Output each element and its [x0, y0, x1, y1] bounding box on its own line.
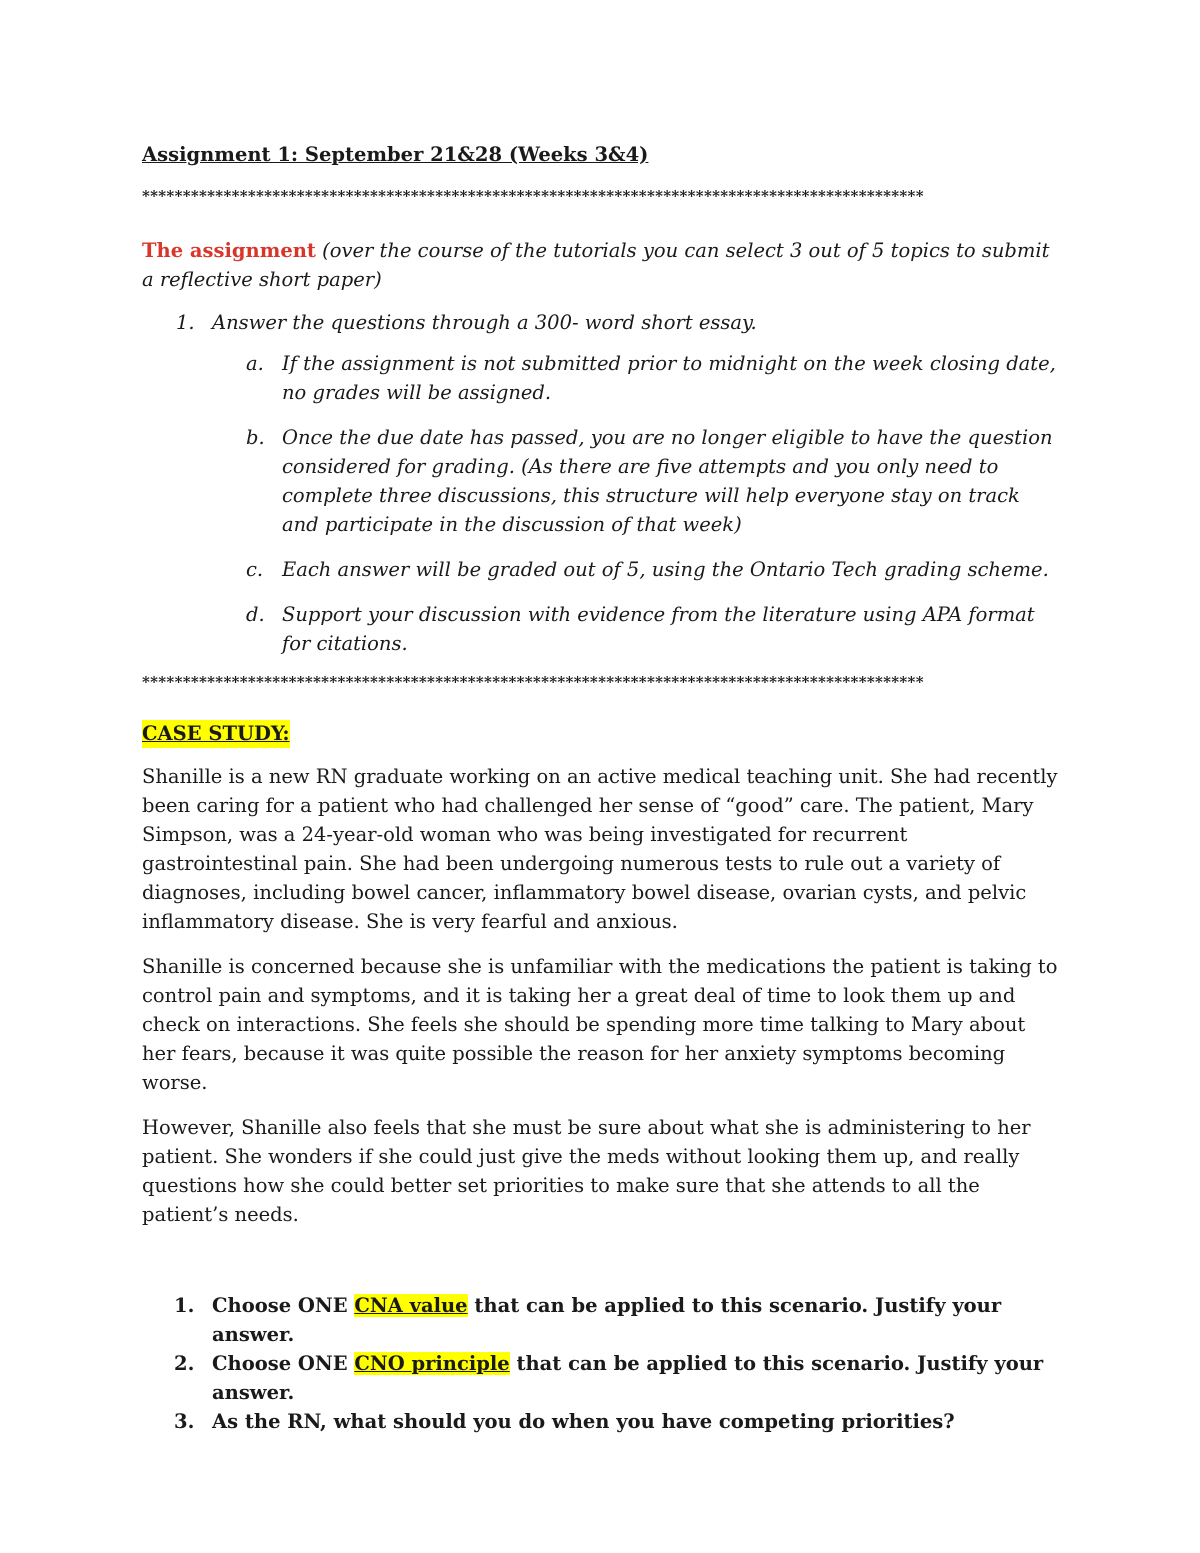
instruction-subitem: [142, 600, 1062, 658]
case-paragraph: However, Shanille also feels that she must be sure about what she is administering to her patient. She wonders if she could just give the meds without looking them up, and really questions how she could better set priorities to make sure that she attends to all the patient’s needs.: [142, 1116, 1031, 1226]
subitem-letter: c.: [246, 558, 264, 581]
instruction-subitem: [142, 555, 1062, 584]
question-number: 3.: [174, 1410, 195, 1433]
assignment-label: The assignment: [142, 239, 316, 262]
question-item: [142, 1349, 1062, 1407]
separator-top: ************************************************************************************************: [142, 187, 924, 205]
subitem-text: Once the due date has passed, you are no longer eligible to have the question considered for grading. (As there are five attempts and you only need to complete three discussions, this structure will help everyone stay on track and participate in the discussion of that week): [282, 426, 1053, 536]
assignment-note: (over the course of the tutorials you can select 3 out of 5 topics to submit a reflective short paper): [142, 239, 1050, 291]
question-text: As the RN, what should you do when you have competing priorities?: [212, 1410, 955, 1433]
instruction-sublist: [212, 349, 1062, 658]
question-number: 1.: [174, 1294, 195, 1317]
instruction-text: Answer the questions through a 300- word short essay.: [212, 311, 757, 334]
instruction-item: [142, 308, 1062, 658]
question-text-before: Choose ONE: [212, 1294, 355, 1317]
question-list: [142, 1291, 1062, 1436]
question-text-before: Choose ONE: [212, 1352, 355, 1375]
instruction-subitem: [142, 349, 1062, 407]
subitem-text: Support your discussion with evidence from the literature using APA format for citations.: [282, 603, 1035, 655]
question-item: [142, 1407, 1062, 1436]
question-highlight: CNO principle: [354, 1352, 510, 1375]
instruction-subitem: [142, 423, 1062, 539]
document-page: [142, 140, 1062, 1436]
subitem-text: If the assignment is not submitted prior to midnight on the week closing date, no grades will be assigned.: [282, 352, 1056, 404]
case-paragraph: Shanille is a new RN graduate working on an active medical teaching unit. She had recently been caring for a patient who had challenged her sense of “good” care. The patient, Mary Simpson, was a 24-year-old woman who was being investigated for recurrent gastrointestinal pain. She had been undergoing numerous tests to rule out a variety of diagnoses, including bowel cancer, inflammatory bowel disease, ovarian cysts, and pelvic inflammatory disease. She is very fearful and anxious.: [142, 765, 1058, 933]
subitem-text: Each answer will be graded out of 5, using the Ontario Tech grading scheme.: [282, 558, 1049, 581]
case-study-heading: CASE STUDY:: [142, 720, 290, 748]
instruction-number: 1.: [176, 311, 195, 334]
subitem-letter: a.: [246, 352, 264, 375]
assignment-intro: [142, 236, 1062, 294]
question-text-after: that can be applied to this scenario. Justify your answer.: [212, 1294, 1002, 1346]
question-number: 2.: [174, 1352, 195, 1375]
separator-bottom: ************************************************************************************************: [142, 673, 924, 691]
assignment-title: Assignment 1: September 21&28 (Weeks 3&4): [142, 143, 649, 166]
question-highlight: CNA value: [354, 1294, 468, 1317]
subitem-letter: d.: [246, 603, 265, 626]
subitem-letter: b.: [246, 426, 265, 449]
instruction-list: [142, 308, 1062, 658]
case-paragraph: Shanille is concerned because she is unfamiliar with the medications the patient is taking to control pain and symptoms, and it is taking her a great deal of time to look them up and check on interactions. She feels she should be spending more time talking to Mary about her fears, because it was quite possible the reason for her anxiety symptoms becoming worse.: [142, 955, 1058, 1094]
question-item: [142, 1291, 1062, 1349]
question-text-after: that can be applied to this scenario. Justify your answer.: [212, 1352, 1044, 1404]
